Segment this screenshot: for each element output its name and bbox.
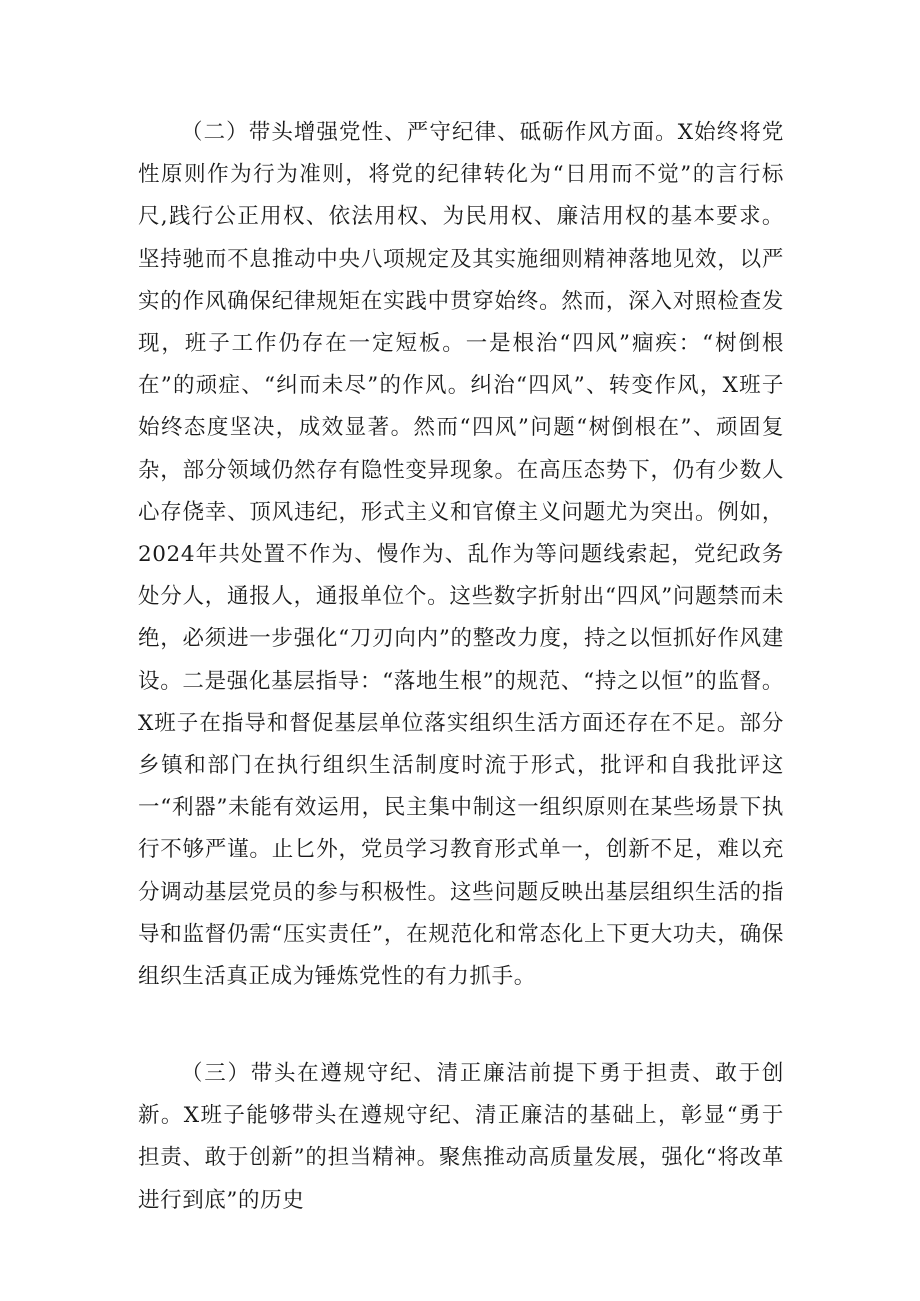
paragraph-responsibility-and-innovation: （三）带头在遵规守纪、清正廉洁前提下勇于担责、敢于创新。X班子能够带头在遵规守纪、清正廉洁的基础上，彰显“勇于担责、敢于创新”的担当精神。聚焦推动高质量发展，强化“将改革进行到底”的历史 [138,1061,784,1213]
paragraph-discipline-and-conduct: （二）带头增强党性、严守纪律、砥砺作风方面。X始终将党性原则作为行为准则，将党的纪律转化为“日用而不觉”的言行标尺,践行公正用权、依法用权、为民用权、廉洁用权的基本要求。坚持驰而不息推动中央八项规定及其实施细则精神落地见效，以严实的作风确保纪律规矩在实践中贯穿始终。然而，深入对照检查发现，班子工作仍存在一定短板。一是根治“四风”痼疾：“树倒根在”的顽症、“纠而未尽”的作风。纠治“四风”、转变作风，X班子始终态度坚决，成效显著。然而“四风”问题“树倒根在”、顽固复杂，部分领域仍然存有隐性变异现象。在高压态势下，仍有少数人心存侥幸、顶风违纪，形式主义和官僚主义问题尤为突出。例如，2024年共处置不作为、慢作为、乱作为等问题线索起，党纪政务处分人，通报人，通报单位个。这些数字折射出“四风”问题禁而未绝，必须进一步强化“刀刃向内”的整改力度，持之以恒抓好作风建设。二是强化基层指导：“落地生根”的规范、“持之以恒”的监督。X班子在指导和督促基层单位落实组织生活方面还存在不足。部分乡镇和部门在执行组织生活制度时流于形式，批评和自我批评这一“利器”未能有效运用，民主集中制这一组织原则在某些场景下执行不够严谨。止匕外，党员学习教育形式单一，创新不足，难以充分调动基层党员的参与积极性。这些问题反映出基层组织生活的指导和监督仍需“压实责任”，在规范化和常态化上下更大功夫，确保组织生活真正成为锤炼党性的有力抓手。 [138,120,784,990]
